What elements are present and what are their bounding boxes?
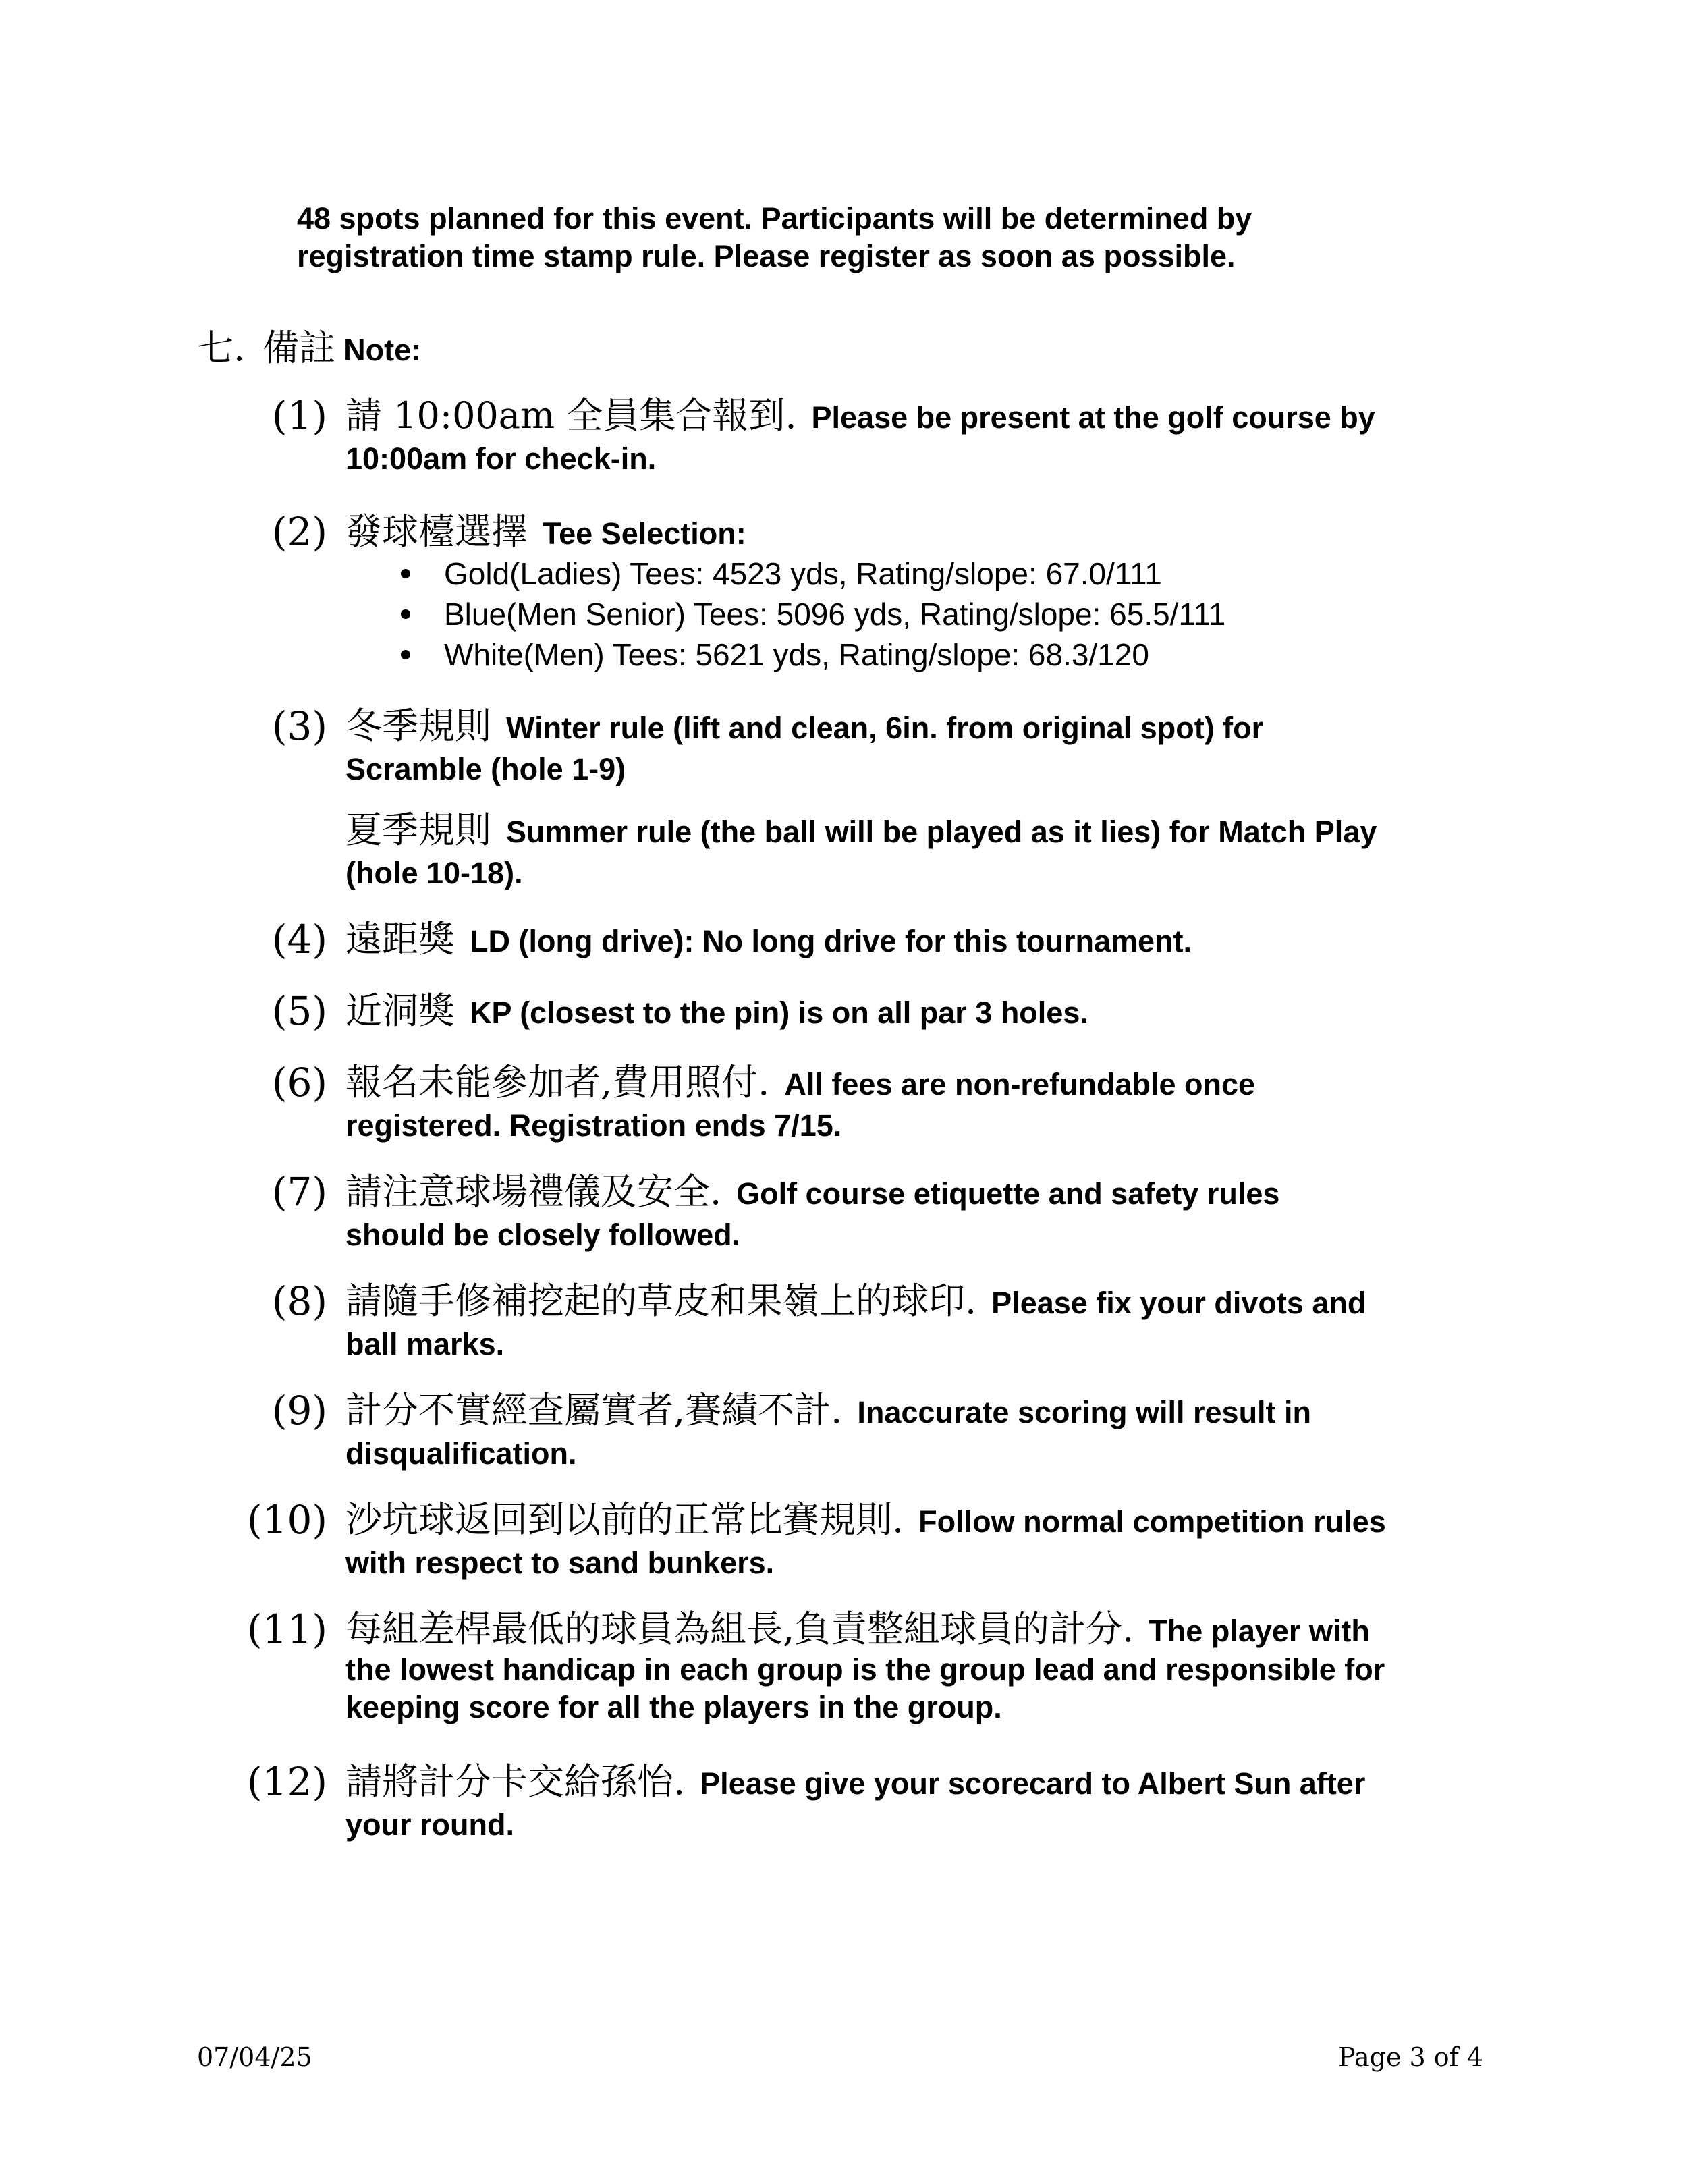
bullet-icon [401,569,410,578]
note-text-continuation: 10:00am for check-in. [345,441,657,476]
bullet-icon [401,650,410,659]
note-text-en: KP (closest to the pin) is on all par 3 holes. [470,995,1088,1030]
intro-paragraph [297,200,1512,275]
note-text-en: Inaccurate scoring will result in [857,1395,1312,1429]
bullet-icon [401,609,410,619]
note-number: (12) [246,1759,327,1805]
note-text-continuation: should be closely followed. [345,1218,741,1252]
intro-line-1: 48 spots planned for this event. Participants will be determined by [297,201,1252,236]
note-subtext-en: Summer rule (the ball will be played as it lies) for Match Play [506,815,1377,849]
note-text-cn: 沙坑球返回到以前的正常比賽規則. [345,1498,904,1541]
intro-line-2: registration time stamp rule. Please register as soon as possible. [297,239,1236,273]
note-number: (4) [271,917,327,962]
note-text-en: Please give your scorecard to Albert Sun after [700,1766,1366,1801]
note-text-cn: 請將計分卡交給孫怡. [345,1760,686,1803]
note-number: (2) [271,509,327,555]
list-item: Gold(Ladies) Tees: 4523 yds, Rating/slope: 67.0/111 [345,553,1668,594]
note-text-cn: 報名未能參加者,費用照付. [345,1061,770,1103]
note-text-cn: 遠距獎 [345,918,455,960]
note-text-cn: 計分不實經查屬實者,賽績不計. [345,1389,843,1431]
list-item: Blue(Men Senior) Tees: 5096 yds, Rating/slope: 65.5/111 [345,594,1668,634]
list-item: White(Men) Tees: 5621 yds, Rating/slope: 68.3/120 [345,634,1668,675]
note-text-continuation: registered. Registration ends 7/15. [345,1108,842,1143]
note-number: (7) [271,1169,327,1215]
note-number: (3) [271,703,327,749]
tee-list [345,553,1668,675]
note-number: (11) [246,1606,327,1652]
note-number: (9) [271,1388,327,1434]
note-text-cn: 發球檯選擇 [345,510,528,553]
note-subtext-continuation: (hole 10-18). [345,856,523,890]
note-number: (6) [271,1060,327,1105]
note-text-continuation: disqualification. [345,1436,577,1471]
note-text-continuation: your round. [345,1807,514,1842]
note-text-en: Please be present at the golf course by [811,400,1375,435]
section-heading [197,327,421,379]
note-text-en: Please fix your divots and [991,1286,1366,1320]
note-text-en: The player with [1149,1614,1370,1648]
note-text-cn: 近洞獎 [345,989,455,1032]
note-text-cn: 請隨手修補挖起的草皮和果嶺上的球印. [345,1280,977,1322]
note-text-en: All fees are non-refundable once [784,1067,1255,1101]
note-text-cn: 冬季規則 [345,705,491,747]
footer-date: 07/04/25 [197,2042,312,2072]
section-title-cn: 備註 [262,327,336,369]
note-text-continuation: the lowest handicap in each group is the group lead and responsible for [345,1652,1385,1687]
note-text-en: Winter rule (lift and clean, 6in. from original spot) for [506,711,1264,745]
note-text-continuation: with respect to sand bunkers. [345,1546,775,1580]
note-text-cn: 每組差桿最低的球員為組長,負責整組球員的計分. [345,1608,1134,1650]
note-text-en: Follow normal competition rules [918,1504,1386,1539]
note-text-en: LD (long drive): No long drive for this tournament. [470,924,1192,958]
section-title-en: Note: [343,333,422,367]
note-text-en: Golf course etiquette and safety rules [736,1176,1280,1211]
note-text-continuation: keeping score for all the players in the group. [345,1690,1002,1724]
note-text-continuation: ball marks. [345,1327,505,1361]
note-text-en: Tee Selection: [543,516,746,551]
note-number: (8) [271,1278,327,1324]
page-number: Page 3 of 4 [1338,2042,1483,2072]
note-number: (5) [271,988,327,1034]
note-number: (10) [246,1497,327,1543]
note-text-continuation: Scramble (hole 1-9) [345,752,626,786]
note-text-cn: 請注意球場禮儀及安全. [345,1170,722,1213]
note-number: (1) [271,393,327,439]
section-marker: 七. [197,327,246,369]
note-subtext-cn: 夏季規則 [345,809,491,851]
note-text-cn: 請 10:00am 全員集合報到. [345,394,797,437]
